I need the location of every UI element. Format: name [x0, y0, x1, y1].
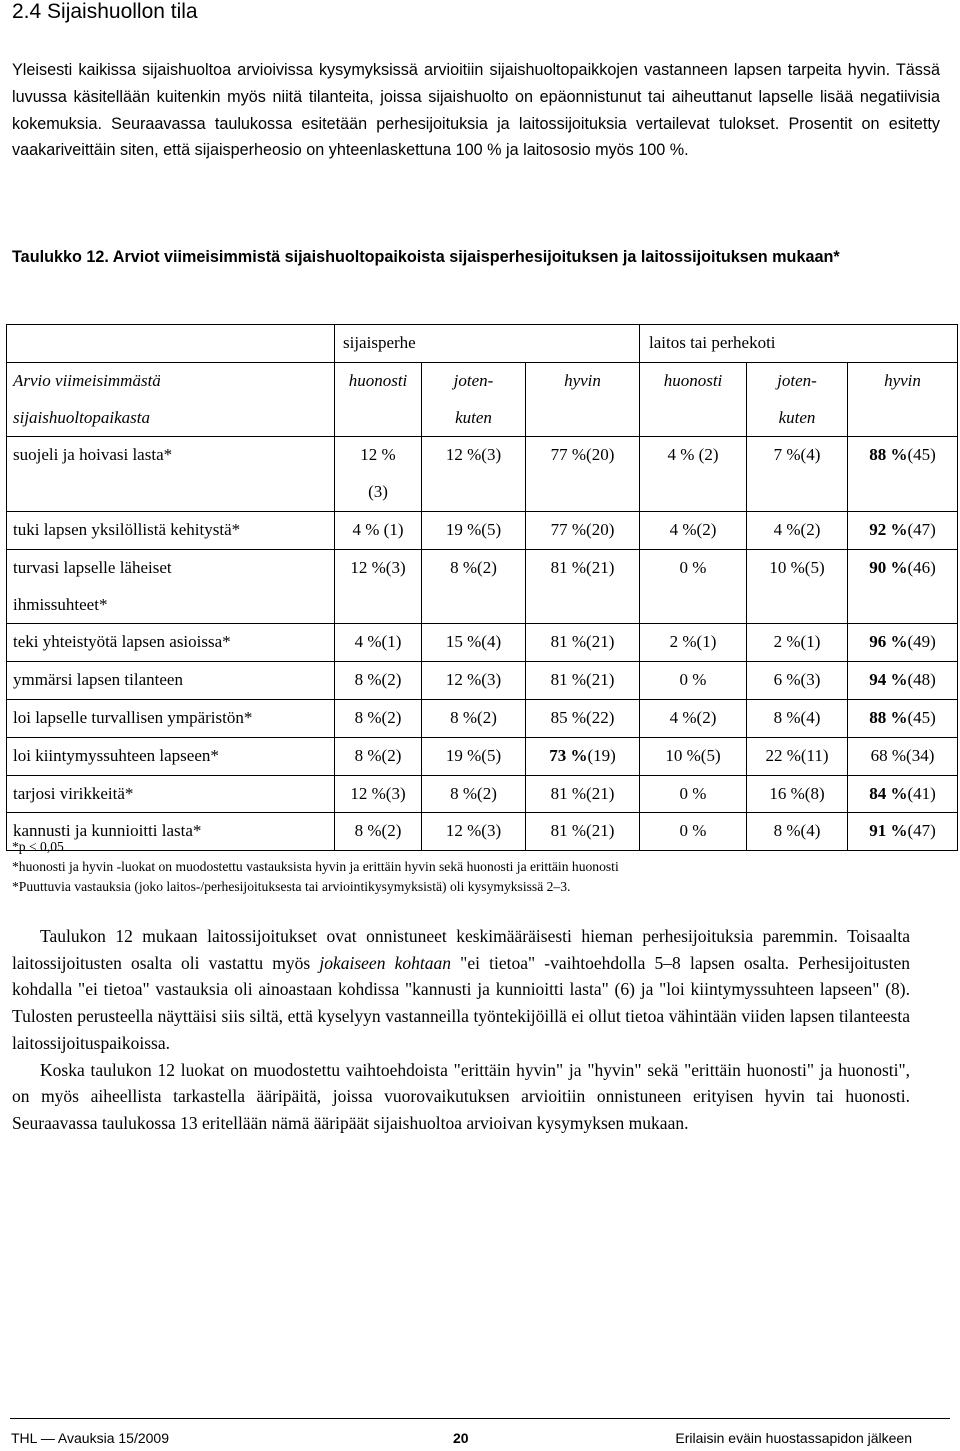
cell: 4 %(1) — [335, 624, 422, 662]
column-header-row — [7, 362, 958, 437]
row-label: suojeli ja hoivasi lasta* — [7, 437, 335, 512]
row-label: kannusti ja kunnioitti lasta* — [7, 813, 335, 851]
col-header-text: hyvin — [564, 370, 601, 390]
cell-bold: 94 % — [869, 670, 908, 690]
col-header-text: hyvin — [884, 370, 921, 390]
cell-bold: 84 % — [869, 783, 908, 803]
cell: 81 %(21) — [526, 813, 640, 851]
cell: 10 %(5) — [747, 549, 848, 624]
row-label — [7, 549, 335, 624]
cell — [848, 699, 958, 737]
cell: 4 % (1) — [335, 511, 422, 549]
cell: 8 %(4) — [747, 699, 848, 737]
cell: 19 %(5) — [422, 511, 526, 549]
cell-bold: 96 % — [869, 632, 908, 652]
page-number: 20 — [453, 1430, 469, 1446]
cell: 15 %(4) — [422, 624, 526, 662]
row-label: loi kiintymyssuhteen lapseen* — [7, 737, 335, 775]
group-header-laitos: laitos tai perhekoti — [640, 325, 958, 363]
cell-value-2: (3) — [368, 482, 388, 502]
row-header-line1: Arvio viimeisimmästä — [13, 370, 161, 390]
col-header-l-huonosti — [640, 362, 747, 437]
cell: 81 %(21) — [526, 624, 640, 662]
group-header-row — [7, 325, 958, 363]
cell — [526, 737, 640, 775]
cell-bold: 88 % — [869, 707, 908, 727]
col-header-sp-hyvin — [526, 362, 640, 437]
closing-p1-part-a: Taulukon 12 mukaan laitossijoitukset ovat onnistuneet keskimääräisesti hieman perhesijoituksia paremmin. Toisaalta laitossijoitusten osalta oli vastattu myös — [12, 926, 910, 973]
page-footer — [0, 1418, 960, 1451]
cell: 8 %(2) — [422, 549, 526, 624]
cell: 8 %(4) — [747, 813, 848, 851]
cell: 0 % — [640, 775, 747, 813]
intro-paragraph: Yleisesti kaikissa sijaishuoltoa arvioivissa kysymyksissä arvioitiin sijaishuoltopaikkojen vastanneen lapsen tarpeita hyvin. Tässä luvussa käsitellään kuitenkin myös niitä tilanteita, joissa sijaishuolto on epäonnistunut tai aiheuttanut lapselle lisää negatiivisia kokemuksia. Seuraavassa taulukossa esitetään perhesijoituksia ja laitossijoituksia vertailevat tulokset. Prosentit on esitetty vaakariveittäin siten, että sijaisperheosio on yhteenlaskettuna 100 % ja laitososio myös 100 %. — [12, 61, 940, 160]
cell — [848, 662, 958, 700]
cell — [848, 775, 958, 813]
row-label: teki yhteistyötä lapsen asioissa* — [7, 624, 335, 662]
cell-count: (45) — [907, 707, 936, 727]
row-header-label — [7, 362, 335, 437]
note-line: *p < 0,05 — [12, 839, 64, 854]
col-header-text: huonosti — [663, 370, 723, 390]
cell-value: 12 % — [360, 445, 396, 465]
cell: 12 %(3) — [422, 437, 526, 512]
row-label: tarjosi virikkeitä* — [7, 775, 335, 813]
closing-text — [12, 923, 910, 1137]
footer-rule — [10, 1418, 950, 1419]
cell: 19 %(5) — [422, 737, 526, 775]
table-row — [7, 662, 958, 700]
cell-bold: 88 % — [869, 445, 908, 465]
cell: 2 %(1) — [747, 624, 848, 662]
table-notes — [12, 837, 619, 897]
cell — [848, 437, 958, 512]
col-header-l-jotenkuten — [747, 362, 848, 437]
col-header-sp-jotenkuten — [422, 362, 526, 437]
cell: 7 %(4) — [747, 437, 848, 512]
cell: 77 %(20) — [526, 511, 640, 549]
closing-paragraph-2: Koska taulukon 12 luokat on muodostettu vaihtoehdoista "erittäin hyvin" ja "hyvin" sekä "erittäin huonosti" ja huonosti", on myös aiheellista tarkastella ääripäitä, joissa vuorovaikutuksen arvioitiin onnistuneen erityisen hyvin tai huonosti. Seuraavassa taulukossa 13 eritellään nämä ääripäät sijaishuoltoa arvioivan kysymyksen mukaan. — [12, 1059, 910, 1133]
col-header-text-2: kuten — [455, 407, 492, 427]
cell: 16 %(8) — [747, 775, 848, 813]
cell: 2 %(1) — [640, 624, 747, 662]
cell: 12 %(3) — [335, 549, 422, 624]
cell: 10 %(5) — [640, 737, 747, 775]
results-table — [6, 324, 958, 851]
cell: 81 %(21) — [526, 549, 640, 624]
col-header-sp-huonosti — [335, 362, 422, 437]
table-row — [7, 549, 958, 624]
cell-bold: 91 % — [869, 821, 908, 841]
table-row — [7, 775, 958, 813]
cell: 8 %(2) — [422, 775, 526, 813]
cell-count: (48) — [907, 670, 936, 690]
table-caption: Taulukko 12. Arviot viimeisimmistä sijaishuoltopaikoista sijaisperhesijoituksen ja laitossijoituksen mukaan* — [12, 248, 840, 266]
cell-count: (49) — [907, 632, 936, 652]
cell: 77 %(20) — [526, 437, 640, 512]
cell: 8 %(2) — [335, 813, 422, 851]
cell: 0 % — [640, 813, 747, 851]
note-line: *Puuttuvia vastauksia (joko laitos-/perhesijoituksesta tai arviointikysymyksistä) oli kysymyksissä 2–3. — [12, 879, 571, 894]
row-label: loi lapselle turvallisen ympäristön* — [7, 699, 335, 737]
cell: 8 %(2) — [335, 699, 422, 737]
cell: 12 %(3) — [422, 813, 526, 851]
table-row — [7, 437, 958, 512]
cell — [848, 624, 958, 662]
cell-count: (45) — [907, 445, 936, 465]
cell-count: (46) — [907, 557, 936, 577]
cell-bold: 90 % — [869, 557, 908, 577]
cell-bold: 92 % — [869, 519, 908, 539]
cell: 12 %(3) — [422, 662, 526, 700]
cell-count: (41) — [907, 783, 936, 803]
row-label: ymmärsi lapsen tilanteen — [7, 662, 335, 700]
table-row — [7, 511, 958, 549]
footer-publication: THL — Avauksia 15/2009 — [11, 1430, 169, 1446]
col-header-text: joten- — [453, 370, 494, 390]
cell: 8 %(2) — [335, 737, 422, 775]
cell: 4 %(2) — [640, 699, 747, 737]
cell: 8 %(2) — [335, 662, 422, 700]
cell — [335, 437, 422, 512]
closing-p1-part-b: "ei tietoa" -vaihtoehdolla 5–8 lapsen osalta. Perhesijoitusten kohdalla "ei tietoa" vastauksia oli ainoastaan kohdissa "kannusti ja kunnioitti lasta" (6) ja "loi kiintymyssuhteen lapseen" (8). Tulosten perusteella näyttäisi siis siltä, että kyselyyn vastanneilla työntekijöillä ei ollut tietoa vähintään viiden lapsen tilanteesta laitossijoituspaikoissa. — [12, 952, 910, 1053]
closing-paragraph-1 — [12, 923, 910, 1057]
col-header-text: huonosti — [348, 370, 408, 390]
section-heading: 2.4 Sijaishuollon tila — [12, 0, 198, 23]
row-label-line2: ihmissuhteet* — [13, 594, 108, 614]
col-header-l-hyvin — [848, 362, 958, 437]
row-header-line2: sijaishuoltopaikasta — [13, 407, 150, 427]
col-header-text-2: kuten — [778, 407, 816, 427]
cell: 68 %(34) — [848, 737, 958, 775]
empty-corner-cell — [7, 325, 335, 363]
cell — [848, 549, 958, 624]
cell: 6 %(3) — [747, 662, 848, 700]
cell: 12 %(3) — [335, 775, 422, 813]
cell: 85 %(22) — [526, 699, 640, 737]
cell — [848, 813, 958, 851]
group-header-sijaisperhe: sijaisperhe — [335, 325, 640, 363]
cell — [848, 511, 958, 549]
col-header-text: joten- — [777, 370, 817, 390]
table-row — [7, 624, 958, 662]
row-label: tuki lapsen yksilöllistä kehitystä* — [7, 511, 335, 549]
cell-count: (47) — [907, 821, 936, 841]
note-line: *huonosti ja hyvin -luokat on muodostettu vastauksista hyvin ja erittäin hyvin sekä huonosti ja erittäin huonosti — [12, 859, 619, 874]
cell: 0 % — [640, 662, 747, 700]
cell: 4 %(2) — [747, 511, 848, 549]
closing-p1-emphasis: jokaiseen kohtaan — [319, 952, 451, 973]
cell: 4 % (2) — [640, 437, 747, 512]
table-row — [7, 699, 958, 737]
cell-count: (19) — [587, 745, 616, 765]
table-row — [7, 737, 958, 775]
cell: 4 %(2) — [640, 511, 747, 549]
row-label-line1: turvasi lapselle läheiset — [13, 557, 172, 577]
cell-bold: 73 % — [549, 745, 588, 765]
cell: 8 %(2) — [422, 699, 526, 737]
cell: 81 %(21) — [526, 775, 640, 813]
cell: 22 %(11) — [747, 737, 848, 775]
cell-count: (47) — [907, 519, 936, 539]
footer-title: Erilaisin eväin huostassapidon jälkeen — [675, 1430, 912, 1446]
cell: 0 % — [640, 549, 747, 624]
cell: 81 %(21) — [526, 662, 640, 700]
